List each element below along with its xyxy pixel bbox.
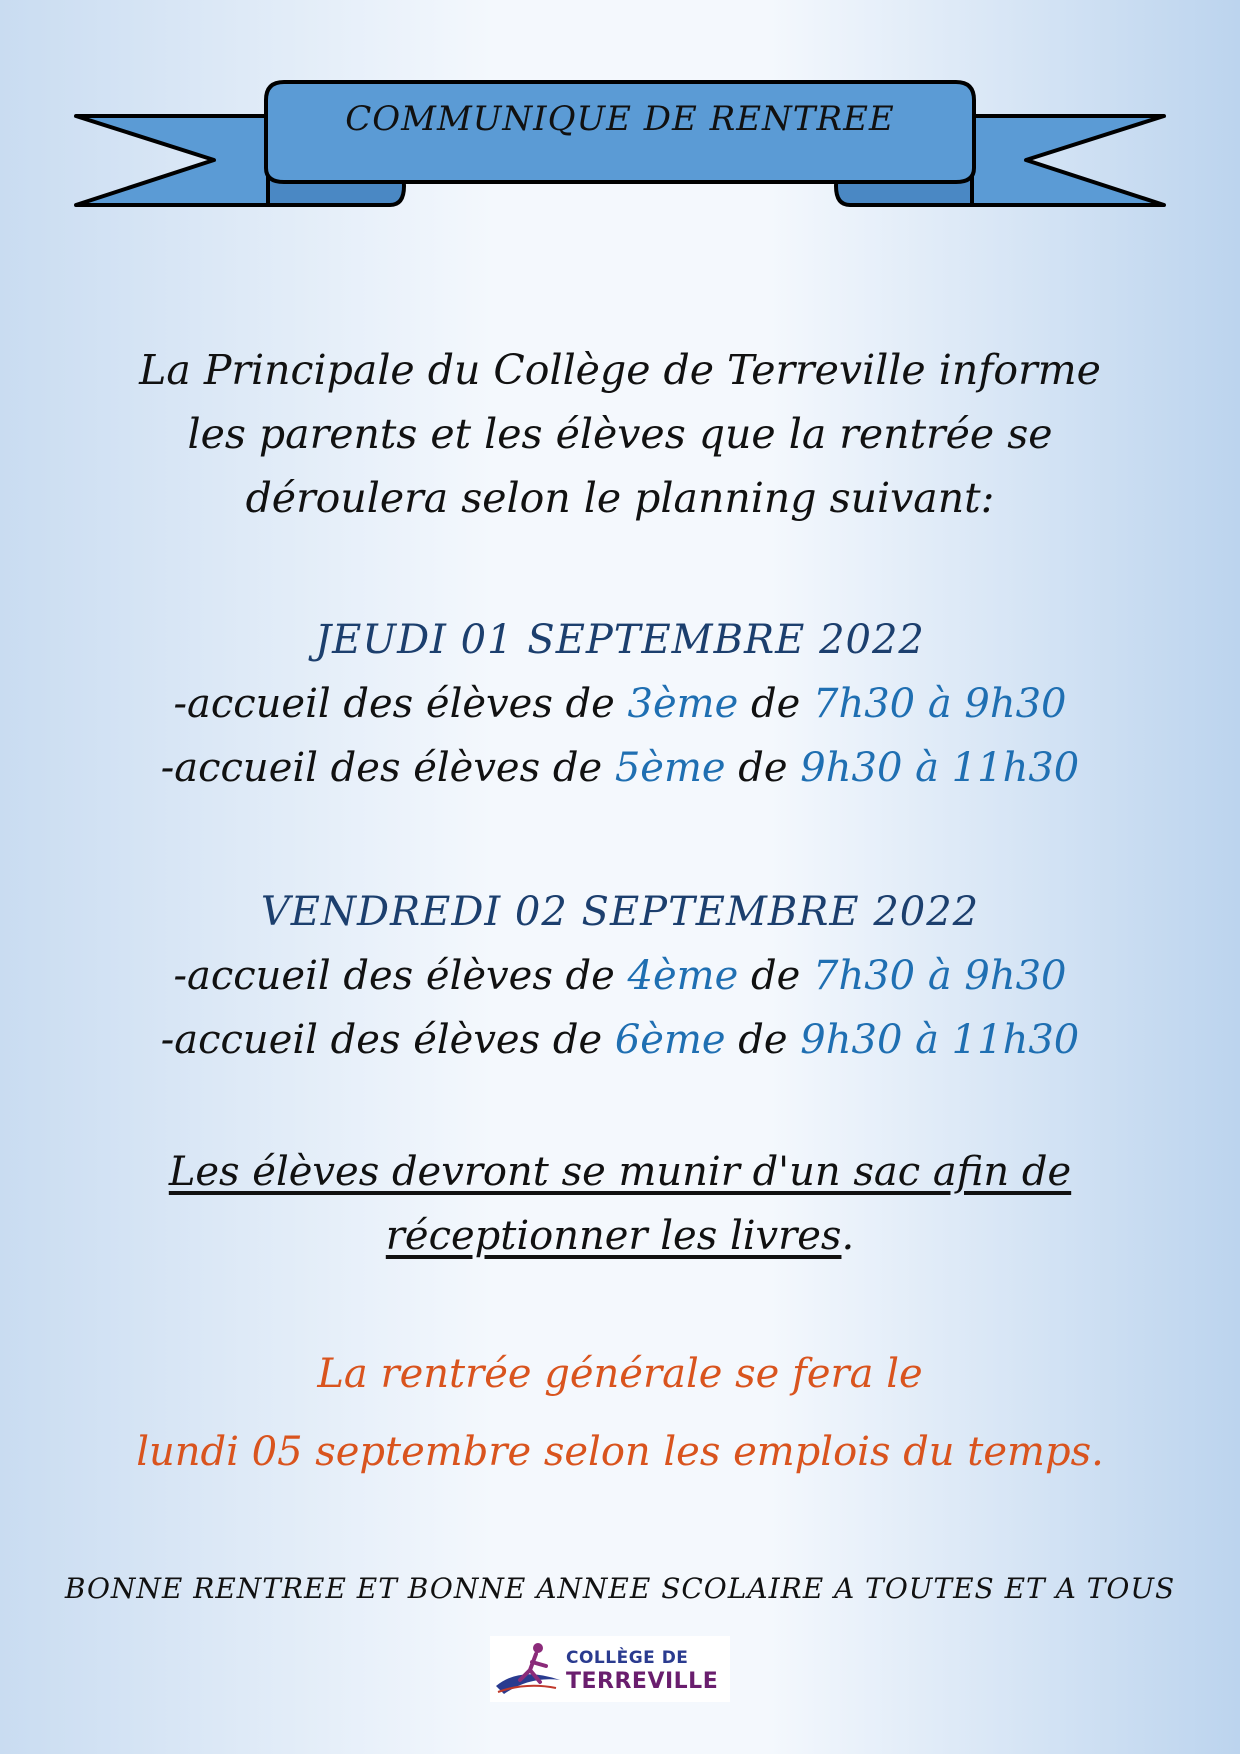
row-level: 4ème [627,953,739,999]
row-prefix: -accueil des élèves de [160,1017,615,1063]
note-line: Les élèves devront se munir d'un sac afin de [168,1149,1072,1195]
row-time: 7h30 à 9h30 [813,681,1067,727]
logo-line: TERREVILLE [566,1669,719,1694]
logo-line: COLLÈGE DE [566,1648,689,1668]
row-prefix: -accueil des élèves de [173,681,628,727]
schedule-row [80,944,1160,1008]
schedule-day-thursday [80,608,1160,800]
general-line: lundi 05 septembre selon les emplois du temps. [136,1429,1104,1475]
general-start-notice [80,1335,1160,1491]
schedule-day-friday [80,880,1160,1072]
row-mid: de [725,1017,801,1063]
general-line: La rentrée générale se fera le [317,1351,923,1397]
row-time: 9h30 à 11h30 [800,1017,1080,1063]
note-line: réceptionner les livres [385,1213,842,1259]
ribbon-left-tail [76,116,268,205]
row-level: 6ème [614,1017,726,1063]
books-note [80,1140,1160,1268]
logo-figure-icon [490,1636,566,1702]
college-logo [490,1636,730,1702]
closing-message: BONNE RENTREE ET BONNE ANNEE SCOLAIRE A TOUTES ET A TOUS [64,1572,1176,1605]
row-prefix: -accueil des élèves de [173,953,628,999]
ribbon-right-tail [972,116,1164,205]
row-time: 7h30 à 9h30 [813,953,1067,999]
intro-line: déroulera selon le planning suivant: [245,474,995,522]
row-time: 9h30 à 11h30 [800,745,1080,791]
note-period: . [841,1213,855,1259]
intro-paragraph [80,338,1160,530]
banner-title: COMMUNIQUE DE RENTREE [345,99,895,139]
row-level: 5ème [614,745,726,791]
row-mid: de [725,745,801,791]
row-level: 3ème [627,681,739,727]
day-heading: JEUDI 01 SEPTEMBRE 2022 [315,617,925,663]
intro-line: les parents et les élèves que la rentrée se [187,410,1053,458]
schedule-row [80,736,1160,800]
day-heading: VENDREDI 02 SEPTEMBRE 2022 [260,889,980,935]
intro-line: La Principale du Collège de Terreville informe [139,346,1101,394]
row-mid: de [738,681,813,727]
schedule-row [80,1008,1160,1072]
schedule-row [80,672,1160,736]
row-mid: de [738,953,813,999]
row-prefix: -accueil des élèves de [160,745,615,791]
